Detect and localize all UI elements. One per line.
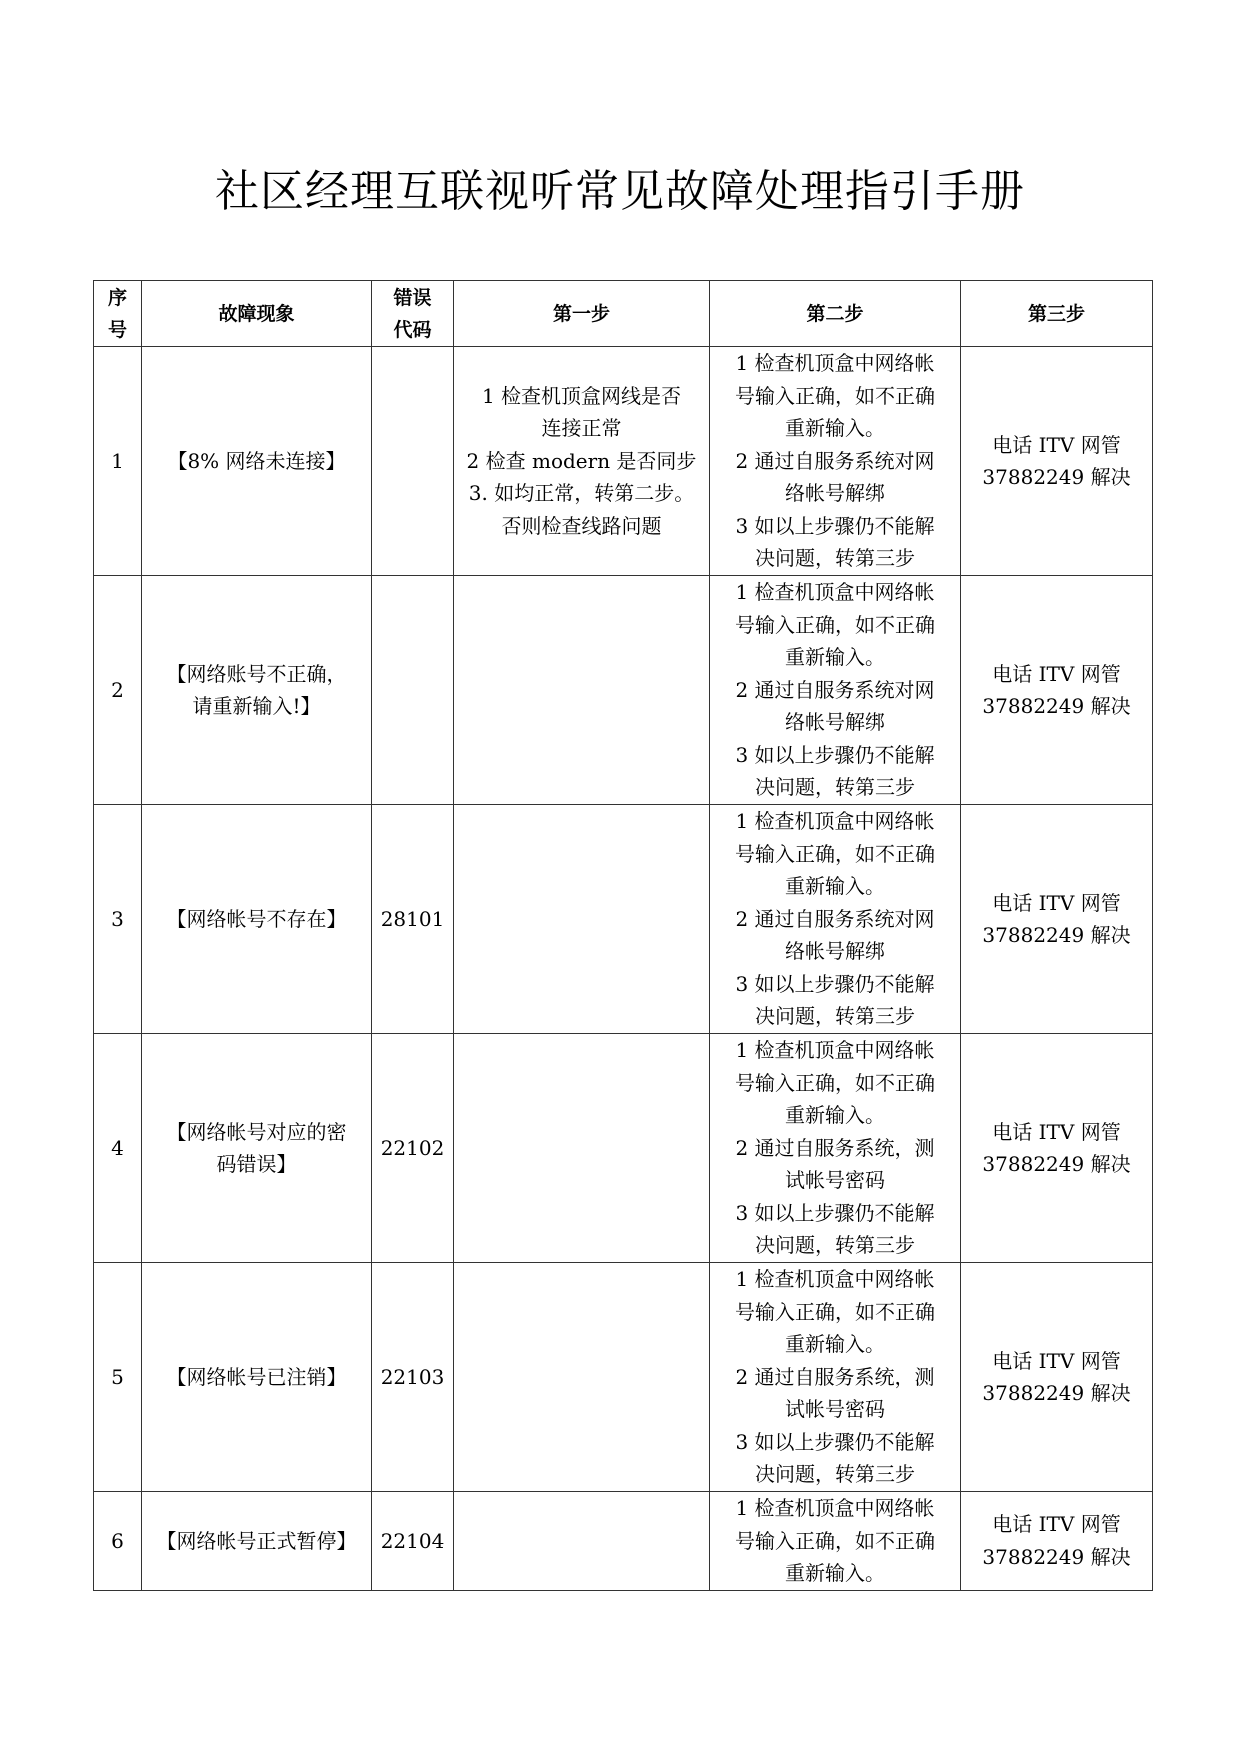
cell-step1 — [454, 1492, 710, 1591]
cell-line: 电话 ITV 网管 — [992, 1512, 1121, 1537]
cell-line: 2 检查 modern 是否同步 — [466, 448, 697, 473]
cell-code: 22103 — [372, 1263, 454, 1492]
cell-step3 — [961, 347, 1153, 576]
cell-line: 3 如以上步骤仍不能解 — [735, 1429, 935, 1454]
cell-step2 — [710, 347, 961, 576]
cell-line: 号输入正确，如不正确 — [735, 1299, 935, 1324]
cell-step3 — [961, 1034, 1153, 1263]
cell-line: 37882249 解决 — [982, 465, 1131, 489]
table-row — [94, 347, 1153, 576]
table-row — [94, 576, 1153, 805]
cell-no: 5 — [94, 1263, 142, 1492]
cell-line: 络帐号解绑 — [785, 939, 885, 964]
header-step3: 第三步 — [961, 281, 1153, 347]
table-row — [94, 1492, 1153, 1591]
cell-line: 1 检查机顶盒中网络帐 — [735, 351, 935, 376]
fault-table — [93, 280, 1153, 1591]
header-step2: 第二步 — [710, 281, 961, 347]
cell-line: 3. 如均正常，转第二步。 — [468, 481, 695, 506]
cell-line: 重新输入。 — [785, 1332, 885, 1357]
cell-line: 决问题，转第三步 — [755, 1233, 915, 1258]
cell-symptom — [142, 1034, 372, 1263]
cell-step3 — [961, 1263, 1153, 1492]
header-code: 错误 代码 — [372, 281, 454, 347]
cell-line: 决问题，转第三步 — [755, 1462, 915, 1487]
cell-line: 1 检查机顶盒中网络帐 — [735, 809, 935, 834]
cell-step2 — [710, 1492, 961, 1591]
cell-step2 — [710, 1034, 961, 1263]
cell-code — [372, 576, 454, 805]
cell-line: 37882249 解决 — [982, 1152, 1131, 1176]
cell-step3 — [961, 805, 1153, 1034]
cell-line: 37882249 解决 — [982, 1544, 1131, 1569]
cell-step3 — [961, 576, 1153, 805]
cell-line: 3 如以上步骤仍不能解 — [735, 1200, 935, 1225]
cell-line: 码错误】 — [216, 1152, 297, 1176]
cell-symptom — [142, 805, 372, 1034]
cell-line: 重新输入。 — [785, 1103, 885, 1128]
table-row — [94, 1263, 1153, 1492]
cell-line: 【网络帐号已注销】 — [166, 1364, 347, 1389]
cell-no: 6 — [94, 1492, 142, 1591]
document-title: 社区经理互联视听常见故障处理指引手册 — [215, 166, 1025, 217]
cell-line: 37882249 解决 — [982, 1381, 1131, 1405]
cell-no: 1 — [94, 347, 142, 576]
header-step1: 第一步 — [454, 281, 710, 347]
cell-line: 1 检查机顶盒中网络帐 — [735, 580, 935, 605]
cell-line: 3 如以上步骤仍不能解 — [735, 971, 935, 996]
cell-line: 2 通过自服务系统，测 — [735, 1364, 935, 1389]
cell-line: 37882249 解决 — [982, 694, 1131, 718]
cell-line: 请重新输入!】 — [192, 694, 321, 718]
cell-step1 — [454, 1034, 710, 1263]
table-row — [94, 805, 1153, 1034]
cell-line: 试帐号密码 — [785, 1397, 885, 1422]
cell-step2 — [710, 1263, 961, 1492]
cell-line: 重新输入。 — [785, 645, 885, 670]
cell-line: 号输入正确，如不正确 — [735, 841, 935, 866]
cell-line: 决问题，转第三步 — [755, 775, 915, 800]
cell-no: 3 — [94, 805, 142, 1034]
cell-line: 1 检查机顶盒中网络帐 — [735, 1267, 935, 1292]
cell-line: 号输入正确，如不正确 — [735, 383, 935, 408]
cell-line: 电话 ITV 网管 — [992, 890, 1121, 915]
cell-line: 重新输入。 — [785, 1561, 885, 1585]
cell-step3 — [961, 1492, 1153, 1591]
cell-symptom — [142, 347, 372, 576]
cell-line: 重新输入。 — [785, 416, 885, 441]
cell-code — [372, 347, 454, 576]
cell-step1 — [454, 805, 710, 1034]
cell-code: 22102 — [372, 1034, 454, 1263]
cell-line: 号输入正确，如不正确 — [735, 1070, 935, 1095]
cell-line: 电话 ITV 网管 — [992, 432, 1121, 457]
cell-line: 重新输入。 — [785, 874, 885, 899]
cell-line: 2 通过自服务系统对网 — [735, 677, 935, 702]
cell-line: 决问题，转第三步 — [755, 546, 915, 571]
cell-no: 2 — [94, 576, 142, 805]
cell-symptom — [142, 1492, 372, 1591]
cell-line: 络帐号解绑 — [785, 481, 885, 506]
cell-line: 电话 ITV 网管 — [992, 1348, 1121, 1373]
cell-no: 4 — [94, 1034, 142, 1263]
cell-line: 【网络账号不正确， — [166, 661, 347, 686]
header-symptom: 故障现象 — [142, 281, 372, 347]
table-header-row — [94, 281, 1153, 347]
cell-line: 试帐号密码 — [785, 1168, 885, 1193]
cell-line: 37882249 解决 — [982, 923, 1131, 947]
cell-line: 1 检查机顶盒网线是否 — [481, 383, 682, 408]
cell-line: 3 如以上步骤仍不能解 — [735, 513, 935, 538]
cell-code: 28101 — [372, 805, 454, 1034]
cell-line: 1 检查机顶盒中网络帐 — [735, 1496, 935, 1520]
cell-line: 络帐号解绑 — [785, 710, 885, 735]
cell-line: 【8% 网络未连接】 — [167, 448, 346, 473]
cell-step1 — [454, 347, 710, 576]
cell-step2 — [710, 576, 961, 805]
cell-step1 — [454, 1263, 710, 1492]
cell-line: 【网络帐号对应的密 — [166, 1119, 347, 1144]
header-no: 序 号 — [94, 281, 142, 347]
cell-line: 电话 ITV 网管 — [992, 1119, 1121, 1144]
cell-line: 【网络帐号正式暂停】 — [156, 1528, 357, 1553]
cell-symptom — [142, 576, 372, 805]
table-row — [94, 1034, 1153, 1263]
cell-line: 2 通过自服务系统，测 — [735, 1135, 935, 1160]
cell-step2 — [710, 805, 961, 1034]
cell-code: 22104 — [372, 1492, 454, 1591]
cell-line: 电话 ITV 网管 — [992, 661, 1121, 686]
cell-line: 2 通过自服务系统对网 — [735, 906, 935, 931]
cell-line: 号输入正确，如不正确 — [735, 1528, 935, 1553]
cell-symptom — [142, 1263, 372, 1492]
cell-line: 连接正常 — [541, 416, 622, 441]
cell-line: 号输入正确，如不正确 — [735, 612, 935, 637]
cell-line: 3 如以上步骤仍不能解 — [735, 742, 935, 767]
cell-step1 — [454, 576, 710, 805]
cell-line: 否则检查线路问题 — [501, 513, 662, 538]
cell-line: 【网络帐号不存在】 — [166, 906, 347, 931]
cell-line: 2 通过自服务系统对网 — [735, 448, 935, 473]
cell-line: 决问题，转第三步 — [755, 1004, 915, 1029]
cell-line: 1 检查机顶盒中网络帐 — [735, 1038, 935, 1063]
